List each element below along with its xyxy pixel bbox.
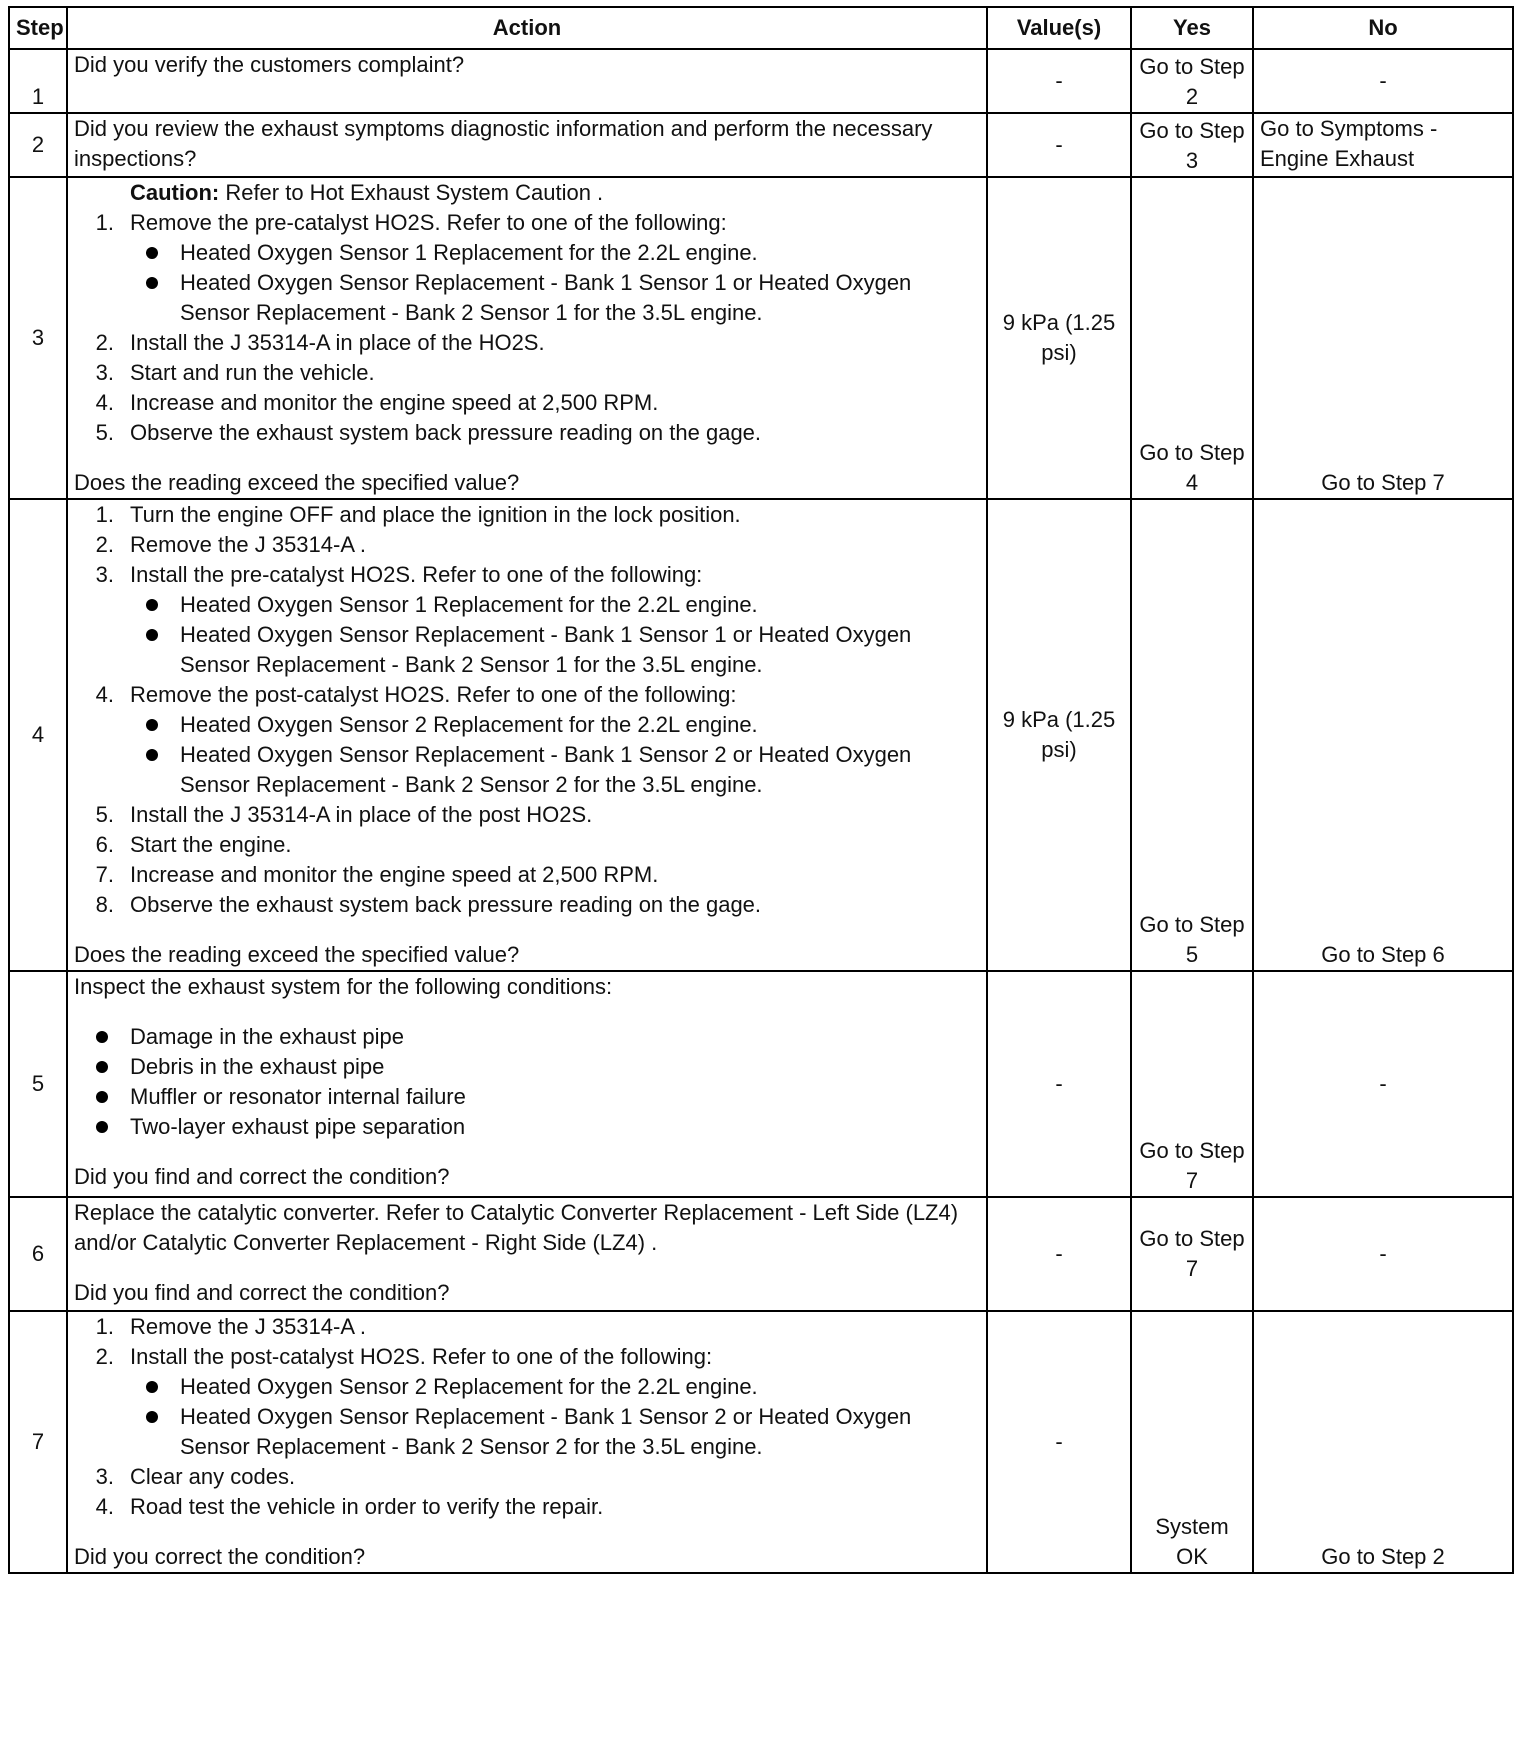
list-item: 2. Remove the J 35314-A . [95,532,367,557]
bullet-icon [96,1091,108,1103]
yes-cell: Go to Step 7 [1131,971,1253,1197]
bullet-icon [146,629,158,641]
yes-cell: Go to Step 5 [1131,499,1253,971]
yes-cell: Go to Step 7 [1131,1197,1253,1311]
header-action: Action [67,7,987,49]
action-intro: Inspect the exhaust system for the following conditions: [74,974,613,999]
header-no: No [1253,7,1513,49]
no-cell: Go to Symptoms - Engine Exhaust [1253,113,1513,177]
bullet-icon [96,1061,108,1073]
value-cell: - [987,49,1131,113]
action-question: Did you verify the customers complaint? [74,52,465,77]
bullet-icon [96,1031,108,1043]
no-cell: - [1253,1197,1513,1311]
list-item: 4. Remove the post-catalyst HO2S. Refer to one of the following: [95,682,737,707]
action-question: Did you find and correct the condition? [74,1280,450,1305]
header-yes: Yes [1131,7,1253,49]
table-row-step-1 [9,49,1513,113]
list-item: Heated Oxygen Sensor 1 Replacement for the 2.2L engine. [74,590,980,620]
list-item: 5. Install the J 35314-A in place of the post HO2S. [95,802,593,827]
action-cell [67,971,987,1197]
list-item: Muffler or resonator internal failure [74,1082,980,1112]
no-cell: Go to Step 7 [1253,177,1513,499]
yes-cell: Go to Step 4 [1131,177,1253,499]
list-item: 5. Observe the exhaust system back pressure reading on the gage. [95,420,762,445]
list-item: Heated Oxygen Sensor 2 Replacement for the 2.2L engine. [74,710,980,740]
yes-cell: System OK [1131,1311,1253,1573]
no-cell: - [1253,971,1513,1197]
list-item: 4. Road test the vehicle in order to verify the repair. [95,1494,604,1519]
list-item: 1. Turn the engine OFF and place the ignition in the lock position. [95,502,741,527]
list-item: 3. Start and run the vehicle. [95,360,375,385]
step-number: 7 [9,1311,67,1573]
list-item: 2. Install the post-catalyst HO2S. Refer to one of the following: [95,1344,713,1369]
bullet-icon [96,1121,108,1133]
action-question: Did you review the exhaust symptoms diagnostic information and perform the necessary inspections? [74,116,933,171]
list-item: Damage in the exhaust pipe [74,1022,980,1052]
action-intro: Replace the catalytic converter. Refer to Catalytic Converter Replacement - Left Side (LZ4) and/or Catalytic Converter Replacement - Right Side (LZ4) . [74,1200,959,1255]
bullet-icon [146,719,158,731]
list-item: 3. Clear any codes. [95,1464,296,1489]
value-cell: - [987,971,1131,1197]
yes-cell: Go to Step 2 [1131,49,1253,113]
list-item: 4. Increase and monitor the engine speed at 2,500 RPM. [95,390,659,415]
list-item: Heated Oxygen Sensor Replacement - Bank 1 Sensor 1 or Heated Oxygen Sensor Replacement - Bank 2 Sensor 1 for the 3.5L engine. [74,268,980,328]
list-item: 6. Start the engine. [95,832,292,857]
header-row [9,7,1513,49]
list-item: 1. Remove the J 35314-A . [95,1314,367,1339]
table-row-step-3 [9,177,1513,499]
list-item: 2. Install the J 35314-A in place of the HO2S. [95,330,545,355]
bullet-icon [146,247,158,259]
table-row-step-5 [9,971,1513,1197]
bullet-icon [146,1381,158,1393]
caution-text: Refer to Hot Exhaust System Caution . [219,180,604,205]
step-number: 5 [9,971,67,1197]
action-cell [67,177,987,499]
value-cell: 9 kPa (1.25 psi) [987,177,1131,499]
list-item: Heated Oxygen Sensor Replacement - Bank 1 Sensor 2 or Heated Oxygen Sensor Replacement - Bank 2 Sensor 2 for the 3.5L engine. [74,740,980,800]
list-item: Two-layer exhaust pipe separation [74,1112,980,1142]
step-number: 3 [9,177,67,499]
action-cell [67,499,987,971]
action-question: Did you correct the condition? [74,1544,366,1569]
action-question: Did you find and correct the condition? [74,1164,450,1189]
step-number: 6 [9,1197,67,1311]
list-item: Heated Oxygen Sensor 2 Replacement for the 2.2L engine. [74,1372,980,1402]
yes-cell: Go to Step 3 [1131,113,1253,177]
no-cell: Go to Step 6 [1253,499,1513,971]
list-item: 1. Remove the pre-catalyst HO2S. Refer to one of the following: [95,210,727,235]
value-cell: - [987,1197,1131,1311]
table-row-step-4 [9,499,1513,971]
list-item: 7. Increase and monitor the engine speed at 2,500 RPM. [95,862,659,887]
value-cell: - [987,113,1131,177]
bullet-icon [146,599,158,611]
action-question: Does the reading exceed the specified value? [74,470,520,495]
list-item: Heated Oxygen Sensor 1 Replacement for the 2.2L engine. [74,238,980,268]
action-cell [67,113,987,177]
list-item: 3. Install the pre-catalyst HO2S. Refer to one of the following: [95,562,703,587]
list-item: Heated Oxygen Sensor Replacement - Bank 1 Sensor 2 or Heated Oxygen Sensor Replacement - Bank 2 Sensor 2 for the 3.5L engine. [74,1402,980,1462]
no-cell: Go to Step 2 [1253,1311,1513,1573]
bullet-icon [146,1411,158,1423]
header-values: Value(s) [987,7,1131,49]
list-item: Heated Oxygen Sensor Replacement - Bank 1 Sensor 1 or Heated Oxygen Sensor Replacement - Bank 2 Sensor 1 for the 3.5L engine. [74,620,980,680]
diagnostic-table [8,6,1514,1574]
list-item: Debris in the exhaust pipe [74,1052,980,1082]
bullet-icon [146,749,158,761]
step-number: 2 [9,113,67,177]
list-item: 8. Observe the exhaust system back pressure reading on the gage. [95,892,762,917]
action-cell [67,49,987,113]
step-number: 4 [9,499,67,971]
action-question: Does the reading exceed the specified value? [74,942,520,967]
caution-note [74,178,980,208]
bullet-icon [146,277,158,289]
table-row-step-2 [9,113,1513,177]
action-cell [67,1197,987,1311]
value-cell: 9 kPa (1.25 psi) [987,499,1131,971]
action-cell [67,1311,987,1573]
caution-label: Caution: [130,180,220,205]
value-cell: - [987,1311,1131,1573]
step-number: 1 [9,49,67,113]
table-row-step-7 [9,1311,1513,1573]
no-cell: - [1253,49,1513,113]
header-step: Step [9,7,67,49]
table-row-step-6 [9,1197,1513,1311]
